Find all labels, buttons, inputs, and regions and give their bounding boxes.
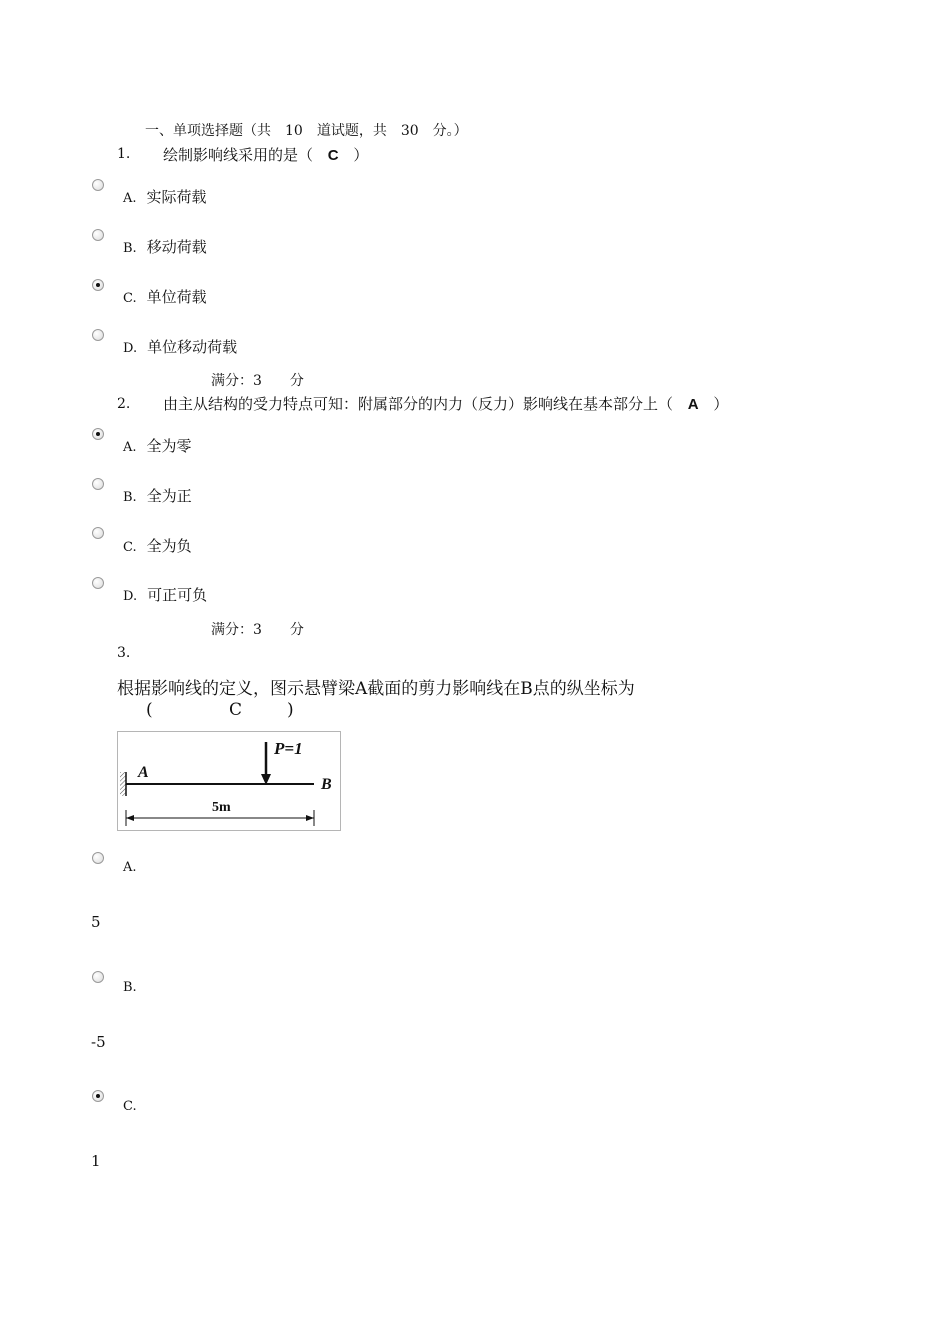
- question-2-option-b-radio[interactable]: [92, 478, 104, 490]
- section-header: 一、单项选择题（共 10 道试题，共 30 分。）: [145, 123, 468, 139]
- question-2-stem-close: ）: [713, 395, 729, 413]
- option-letter: C.: [123, 540, 137, 555]
- option-text: 实际荷载: [146, 188, 207, 206]
- load-label: P=1: [274, 739, 303, 758]
- question-1-option-b-radio[interactable]: [92, 229, 104, 241]
- question-3-number: 3.: [117, 645, 131, 661]
- question-2-option-c: [123, 535, 192, 556]
- option-text: 全为正: [146, 487, 192, 505]
- question-3-option-c-value: 1: [91, 1152, 101, 1170]
- question-3-answer: C: [229, 700, 243, 720]
- question-3-option-a-value: 5: [91, 913, 101, 931]
- point-a-label: A: [138, 764, 149, 781]
- question-2-option-d-radio[interactable]: [92, 577, 104, 589]
- option-text: 可正可负: [147, 586, 208, 604]
- question-3-option-a-radio[interactable]: [92, 852, 104, 864]
- option-letter: B.: [123, 490, 137, 505]
- question-3-option-c-radio[interactable]: [92, 1090, 104, 1102]
- option-letter: D.: [123, 589, 138, 604]
- question-2-number: 2.: [117, 396, 131, 412]
- option-text: 全为零: [146, 437, 192, 455]
- question-3-option-c-letter: C.: [123, 1099, 137, 1114]
- question-2-option-a-radio[interactable]: [92, 428, 104, 440]
- question-3-paren-close: ): [287, 700, 294, 720]
- question-2-stem-text: 由主从结构的受力特点可知：附属部分的内力（反力）影响线在基本部分上（: [163, 395, 674, 413]
- option-letter: C.: [123, 291, 137, 306]
- question-1-option-c-radio[interactable]: [92, 279, 104, 291]
- question-2-stem: [163, 393, 728, 414]
- question-2-option-b: [123, 485, 192, 506]
- question-2-option-c-radio[interactable]: [92, 527, 104, 539]
- question-1-option-a-radio[interactable]: [92, 179, 104, 191]
- question-1-stem-close: ）: [353, 146, 369, 164]
- option-text: 单位移动荷载: [147, 338, 238, 356]
- question-1-stem: [163, 144, 368, 165]
- question-2-option-a: [123, 435, 192, 456]
- span-label: 5m: [212, 800, 231, 815]
- fixed-support: [120, 772, 126, 796]
- question-1-option-b: [123, 236, 207, 257]
- beam-diagram: [118, 732, 340, 830]
- question-1-answer: C: [327, 147, 339, 164]
- dimension-arrow-left: [126, 815, 134, 821]
- option-letter: A.: [123, 191, 137, 206]
- question-3-stem: 根据影响线的定义，图示悬臂梁A截面的剪力影响线在B点的纵坐标为: [117, 679, 635, 699]
- question-2-score: 满分：3 分: [211, 622, 304, 638]
- question-3-option-b-value: -5: [91, 1033, 106, 1051]
- question-3-paren-open: (: [146, 700, 153, 720]
- option-text: 单位荷载: [146, 288, 207, 306]
- question-1-option-a: [123, 186, 207, 207]
- question-1-number: 1.: [117, 146, 131, 162]
- question-2-option-d: [123, 584, 207, 605]
- question-1-score: 满分：3 分: [211, 373, 304, 389]
- option-text: 全为负: [146, 537, 192, 555]
- cantilever-beam-figure: [117, 731, 341, 831]
- dimension-arrow-right: [306, 815, 314, 821]
- question-1-option-d: [123, 336, 237, 357]
- question-3-option-b-letter: B.: [123, 980, 137, 995]
- question-1-option-c: [123, 286, 207, 307]
- option-text: 移动荷载: [146, 238, 207, 256]
- option-letter: B.: [123, 241, 137, 256]
- question-2-answer: A: [687, 396, 699, 413]
- option-letter: D.: [123, 341, 138, 356]
- question-1-stem-text: 绘制影响线采用的是（: [163, 146, 314, 164]
- question-3-option-b-radio[interactable]: [92, 971, 104, 983]
- question-1-option-d-radio[interactable]: [92, 329, 104, 341]
- point-b-label: B: [321, 776, 332, 793]
- option-letter: A.: [123, 440, 137, 455]
- question-3-option-a-letter: A.: [123, 860, 137, 875]
